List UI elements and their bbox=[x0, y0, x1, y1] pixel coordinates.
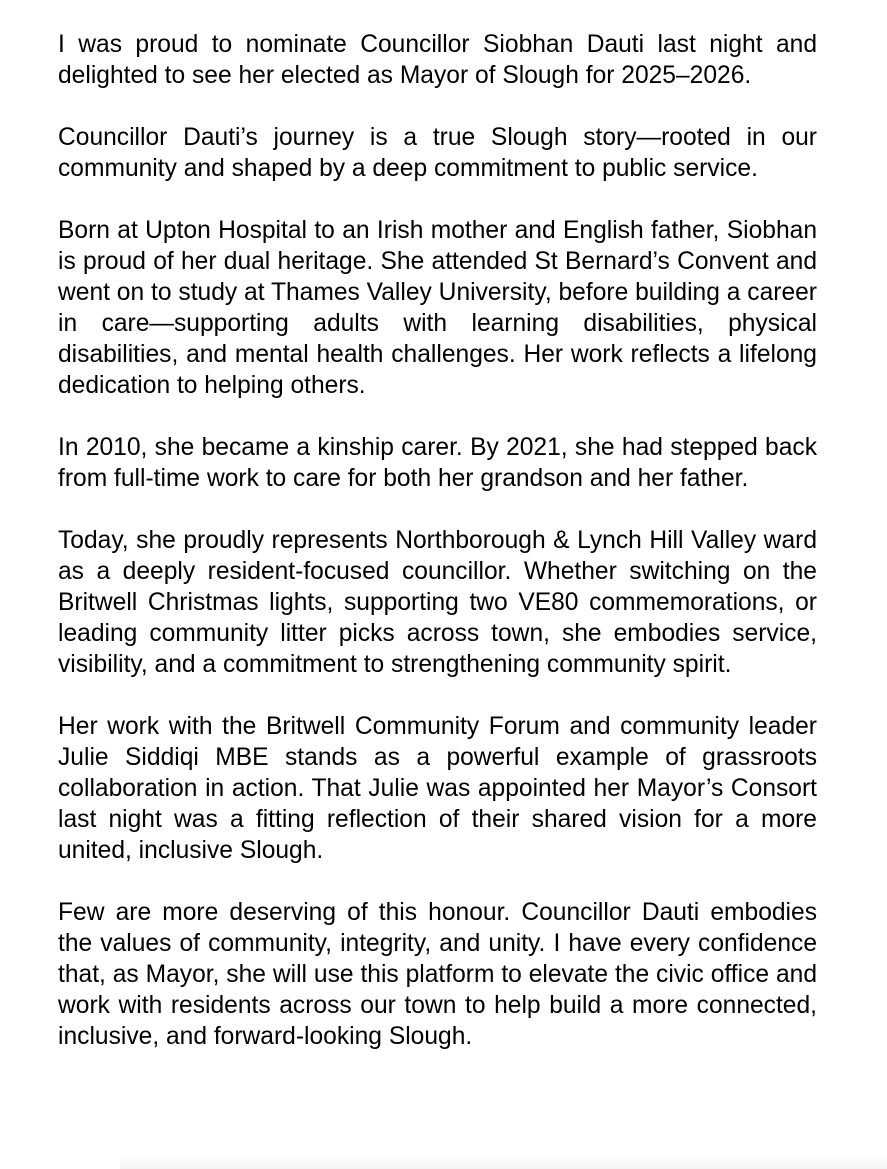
paragraph-journey: Councillor Dauti’s journey is a true Slough story—rooted in our community and shaped by a deep commitment to public service. bbox=[58, 124, 817, 182]
paragraph-background: Born at Upton Hospital to an Irish mother and English father, Siobhan is proud of her dual heritage. She attended St Bernard’s Convent and went on to study at Thames Valley University, before building a career in care—supporting adults with learning disabilities, physical disabilities, and mental health challenges. Her work reflects a lifelong dedication to helping others. bbox=[58, 217, 817, 399]
document-body bbox=[58, 29, 817, 1083]
paragraph-kinship-carer: In 2010, she became a kinship carer. By 2021, she had stepped back from full-time work to care for both her grandson and her father. bbox=[58, 434, 817, 492]
paragraph-community-forum: Her work with the Britwell Community Forum and community leader Julie Siddiqi MBE stands as a powerful example of grassroots collaboration in action. That Julie was appointed her Mayor’s Consort last night was a fitting reflection of their shared vision for a more united, inclusive Slough. bbox=[58, 713, 817, 864]
paragraph-nomination: I was proud to nominate Councillor Siobhan Dauti last night and delighted to see her elected as Mayor of Slough for 2025–2026. bbox=[58, 31, 817, 89]
paragraph-ward-representation: Today, she proudly represents Northborough & Lynch Hill Valley ward as a deeply resident-focused councillor. Whether switching on the Britwell Christmas lights, supporting two VE80 commemorations, or leading community litter picks across town, she embodies service, visibility, and a commitment to strengthening community spirit. bbox=[58, 527, 817, 678]
page-bottom-shadow bbox=[120, 1155, 887, 1169]
paragraph-conclusion: Few are more deserving of this honour. Councillor Dauti embodies the values of community, integrity, and unity. I have every confidence that, as Mayor, she will use this platform to elevate the civic office and work with residents across our town to help build a more connected, inclusive, and forward-looking Slough. bbox=[58, 899, 817, 1050]
